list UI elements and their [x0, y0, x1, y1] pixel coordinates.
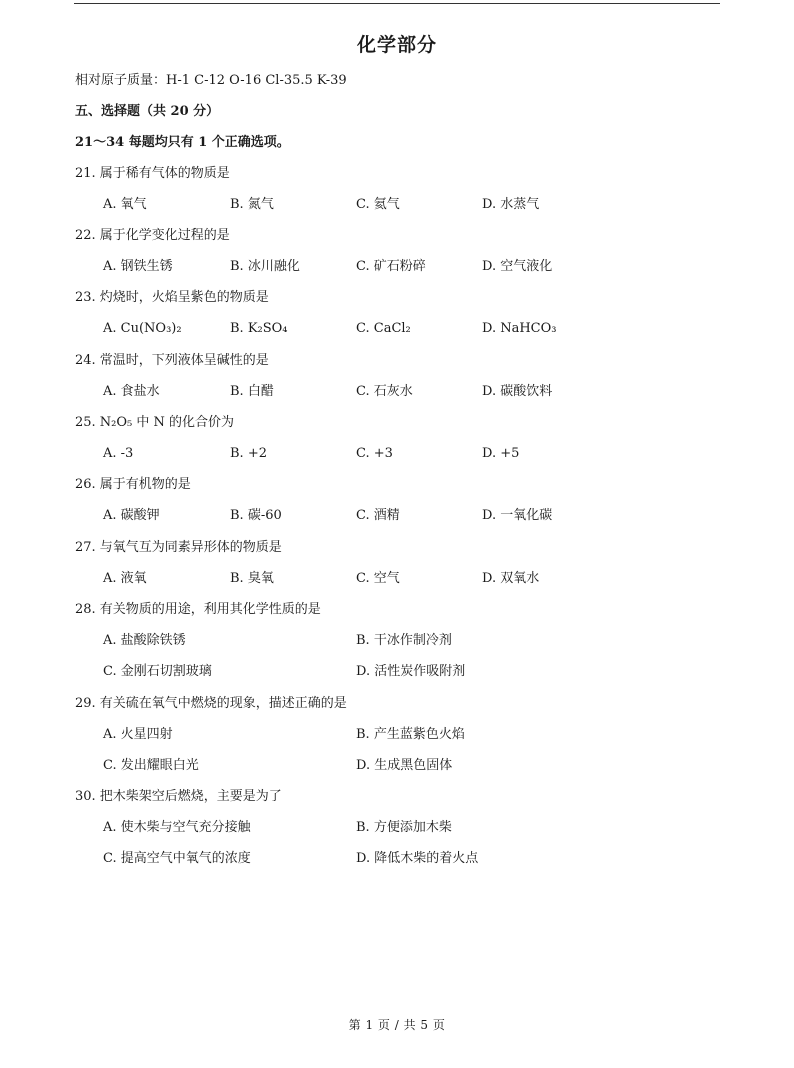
question-26-option-d: D. 一氧化碳 [482, 508, 553, 523]
section-heading: 五、选择题（共 20 分） [75, 104, 220, 119]
question-23-option-a: A. Cu(NO₃)₂ [103, 321, 182, 336]
question-22-option-d: D. 空气液化 [482, 259, 553, 274]
question-23-option-d: D. NaHCO₃ [482, 321, 557, 336]
question-29-option-b: B. 产生蓝紫色火焰 [356, 727, 465, 742]
question-26-stem: 26. 属于有机物的是 [75, 477, 191, 492]
question-22-option-a: A. 钢铁生锈 [103, 259, 173, 274]
question-23-option-c: C. CaCl₂ [356, 321, 411, 336]
question-28-stem: 28. 有关物质的用途，利用其化学性质的是 [75, 602, 321, 617]
question-24-option-a: A. 食盐水 [103, 384, 160, 399]
question-25-option-d: D. +5 [482, 446, 520, 461]
page-number: 第 1 页 / 共 5 页 [348, 1018, 446, 1032]
question-27-option-c: C. 空气 [356, 571, 400, 586]
question-29-stem: 29. 有关硫在氧气中燃烧的现象，描述正确的是 [75, 696, 347, 711]
question-25-stem: 25. N₂O₅ 中 N 的化合价为 [75, 415, 235, 430]
question-25-option-a: A. -3 [103, 446, 134, 461]
question-30-option-d: D. 降低木柴的着火点 [356, 851, 479, 866]
question-21-option-c: C. 氦气 [356, 197, 400, 212]
question-30-option-a: A. 使木柴与空气充分接触 [103, 820, 251, 835]
question-30-stem: 30. 把木柴架空后燃烧，主要是为了 [75, 789, 282, 804]
question-30-option-c: C. 提高空气中氧气的浓度 [103, 851, 251, 866]
question-25-option-c: C. +3 [356, 446, 393, 461]
question-23-option-b: B. K₂SO₄ [230, 321, 288, 336]
question-26-option-c: C. 酒精 [356, 508, 400, 523]
question-24-option-c: C. 石灰水 [356, 384, 413, 399]
question-21-option-a: A. 氧气 [103, 197, 147, 212]
question-27-option-b: B. 臭氧 [230, 571, 274, 586]
section-instruction: 21～34 每题均只有 1 个正确选项。 [75, 135, 290, 150]
question-23-stem: 23. 灼烧时，火焰呈紫色的物质是 [75, 290, 269, 305]
question-24-option-b: B. 白醋 [230, 384, 274, 399]
question-26-option-b: B. 碳-60 [230, 508, 282, 523]
question-28-option-a: A. 盐酸除铁锈 [103, 633, 186, 648]
question-28-option-c: C. 金刚石切割玻璃 [103, 664, 212, 679]
question-22-option-c: C. 矿石粉碎 [356, 259, 426, 274]
question-22-stem: 22. 属于化学变化过程的是 [75, 228, 230, 243]
question-22-option-b: B. 冰川融化 [230, 259, 300, 274]
question-26-option-a: A. 碳酸钾 [103, 508, 160, 523]
page-title: 化学部分 [356, 34, 437, 56]
question-29-option-a: A. 火星四射 [103, 727, 173, 742]
question-30-option-b: B. 方便添加木柴 [356, 820, 452, 835]
question-21-stem: 21. 属于稀有气体的物质是 [75, 166, 230, 181]
question-29-option-c: C. 发出耀眼白光 [103, 758, 199, 773]
question-24-stem: 24. 常温时，下列液体呈碱性的是 [75, 353, 269, 368]
question-25-option-b: B. +2 [230, 446, 267, 461]
question-21-option-b: B. 氮气 [230, 197, 274, 212]
question-27-option-a: A. 液氧 [103, 571, 147, 586]
question-29-option-d: D. 生成黑色固体 [356, 758, 453, 773]
question-21-option-d: D. 水蒸气 [482, 197, 540, 212]
top-rule [74, 3, 720, 4]
question-27-option-d: D. 双氧水 [482, 571, 540, 586]
question-24-option-d: D. 碳酸饮料 [482, 384, 553, 399]
question-28-option-b: B. 干冰作制冷剂 [356, 633, 452, 648]
question-27-stem: 27. 与氧气互为同素异形体的物质是 [75, 540, 282, 555]
atomic-masses: 相对原子质量：H-1 C-12 O-16 Cl-35.5 K-39 [75, 73, 347, 88]
question-28-option-d: D. 活性炭作吸附剂 [356, 664, 466, 679]
